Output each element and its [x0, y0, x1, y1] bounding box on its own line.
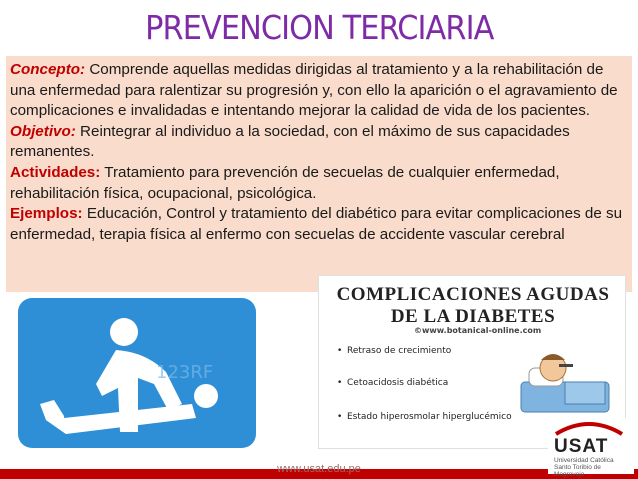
physical-therapy-pictogram-icon	[6, 292, 306, 455]
ejemplos-text: Educación, Control y tratamiento del diabético para evitar complicaciones de su enfermedad, terapia física al enfermo con secuelas de accidente vascular cerebral	[10, 205, 623, 243]
list-item-text: Retraso de crecimiento	[347, 346, 452, 356]
slide-title: PREVENCION TERCIARIA	[144, 8, 494, 47]
list-item-text: Cetoacidosis diabética	[347, 378, 449, 388]
objetivo-label: Objetivo:	[10, 122, 76, 140]
list-item	[337, 378, 448, 388]
concepto-text: Comprende aquellas medidas dirigidas al tratamiento y a la rehabilitación de una enfermedad para ralentizar su progresión y, con ello la aparición o el agravamiento de complicaciones e invalidadas e intentando mejorar la calidad de vida de los pacientes.	[10, 61, 618, 120]
ejemplos-label: Ejemplos:	[10, 205, 83, 223]
title-bar	[0, 0, 638, 56]
actividades-label: Actividades:	[10, 163, 101, 181]
sick-person-illustration-icon	[515, 338, 615, 418]
logo-name: USAT	[554, 436, 609, 457]
diabetes-title-line1: COMPLICACIONES AGUDAS	[336, 284, 610, 305]
list-item	[337, 346, 451, 356]
objetivo-text: Reintegrar al individuo a la sociedad, con el máximo de sus capacidades remanentes.	[10, 122, 570, 161]
content-box	[6, 56, 632, 292]
text-body	[10, 60, 630, 245]
bullet-icon: •	[337, 412, 343, 422]
usat-logo	[548, 418, 634, 478]
diabetes-source-url: ©www.botanical-online.com	[414, 326, 542, 335]
bullet-icon: •	[337, 378, 343, 388]
physical-therapy-image	[6, 292, 306, 455]
actividades-text: Tratamiento para prevención de secuelas de cualquier enfermedad, rehabilitación física, ocupacional, psicológica.	[10, 163, 560, 202]
logo-arc-icon	[554, 420, 624, 436]
bullet-icon: •	[337, 346, 343, 356]
list-item-text: Estado hiperosmolar hiperglucémico	[347, 412, 512, 422]
logo-subtitle: Universidad Católica Santo Toribio de Mogrovejo	[554, 457, 614, 478]
diabetes-title-line2: DE LA DIABETES	[390, 306, 556, 327]
list-item	[337, 412, 512, 422]
watermark-text: 123RF	[156, 362, 214, 383]
footer-url[interactable]: www.usat.edu.pe	[277, 463, 361, 475]
concepto-label: Concepto:	[10, 61, 86, 78]
